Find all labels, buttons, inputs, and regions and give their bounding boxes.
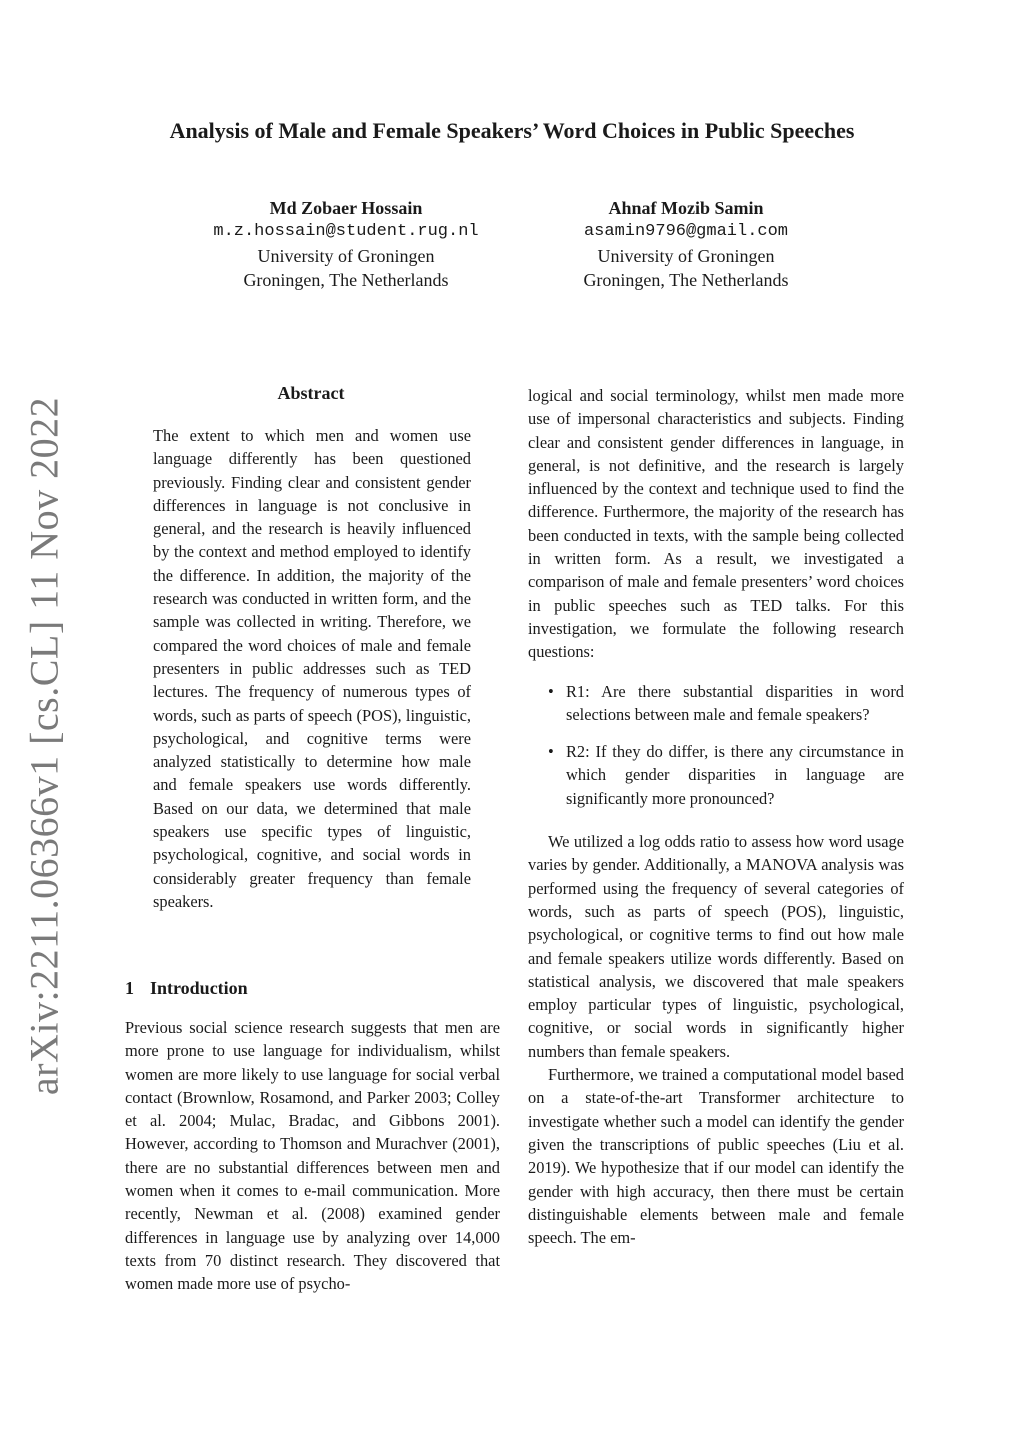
author-name: Ahnaf Mozib Samin (608, 198, 764, 218)
author-location: Groningen, The Netherlands (243, 270, 449, 290)
author-location: Groningen, The Netherlands (583, 270, 789, 290)
paragraph: logical and social terminology, whilst men made more use of impersonal characteristics and subjects. Finding clear and consistent gender differences in language, in general, is not definitive, and the research is largely influenced by the context and technique used to find the difference. Furthermore, the majority of the research has been conducted in texts, with the sample being collected in written form. As a result, we investigated a comparison of male and female presenters’ word choices in public speeches such as TED talks. For this investigation, we formulate the following research questions: (528, 386, 904, 662)
list-item (528, 680, 904, 727)
section-heading-introduction (125, 978, 500, 999)
paragraph: Furthermore, we trained a computational model based on a state-of-the-art Transformer architecture to investigate whether such a model can identify the gender given the transcriptions of public speeches (Liu et al. 2019). We hypothesize that if our model can identify the gender with high accuracy, then there must be certain distinguishable elements between male and female speech. The em- (528, 1065, 904, 1248)
arxiv-identifier: arXiv:2211.06366v1 [cs.CL] 11 Nov 2022 (21, 396, 67, 1096)
author-name: Md Zobaer Hossain (269, 198, 423, 218)
author-affiliation: University of Groningen (597, 246, 775, 266)
bullet-icon: • (548, 742, 554, 762)
author-email: m.z.hossain@student.rug.nl (213, 222, 479, 241)
section-title: Introduction (150, 978, 248, 998)
bullet-icon: • (548, 681, 554, 701)
author-affiliation: University of Groningen (257, 246, 435, 266)
research-questions-list (528, 680, 904, 810)
author-block-2 (496, 196, 876, 292)
research-question: R2: If they do differ, is there any circumstance in which gender disparities in language are significantly more pronounced? (566, 742, 904, 808)
section-number: 1 (125, 978, 134, 998)
author-block-1 (156, 196, 536, 292)
abstract-heading: Abstract (277, 383, 345, 403)
paper-title: Analysis of Male and Female Speakers’ Word Choices in Public Speeches (169, 118, 855, 143)
author-email: asamin9796@gmail.com (583, 222, 789, 241)
abstract-text: The extent to which men and women use language differently has been questioned previously. Finding clear and consistent gender differences in language is not conclusive in general, and the research is heavily influenced by the context and method employed to identify the difference. In addition, the majority of the research was conducted in written form, and the sample was collected in writing. Therefore, we compared the word choices of male and female presenters in public addresses such as TED lectures. The frequency of numerous types of words, such as parts of speech (POS), linguistic, psychological, and cognitive terms were analyzed statistically to determine how male and female speakers use words differently. Based on our data, we determined that male speakers use specific types of linguistic, psychological, cognitive, and social words in considerably greater frequency than female speakers. (153, 426, 471, 911)
paragraph: We utilized a log odds ratio to assess how word usage varies by gender. Additionally, a MANOVA analysis was performed using the frequency of several categories of words, such as parts of speech (POS), linguistic, psychological, or cognitive terms to find out how male and female speakers utilize words differently. Based on statistical analysis, we discovered that male speakers employ particular types of linguistic, psychological, cognitive, or social words in significantly higher numbers than female speakers. (528, 832, 904, 1061)
list-item (528, 740, 904, 810)
introduction-text: Previous social science research suggests that men are more prone to use language for individualism, whilst women are more likely to use language for social verbal contact (Brownlow, Rosamond, and Parker 2003; Colley et al. 2004; Mulac, Bradac, and Gibbons 2001). However, according to Thomson and Murachver (2001), there are no substantial differences between men and women when it comes to e-mail communication. More recently, Newman et al. (2008) examined gender differences in language use by analyzing over 14,000 texts from 70 distinct research. They discovered that women made more use of psycho- (125, 1018, 500, 1294)
right-column (528, 384, 904, 1249)
research-question: R1: Are there substantial disparities in word selections between male and female speakers? (566, 681, 904, 724)
